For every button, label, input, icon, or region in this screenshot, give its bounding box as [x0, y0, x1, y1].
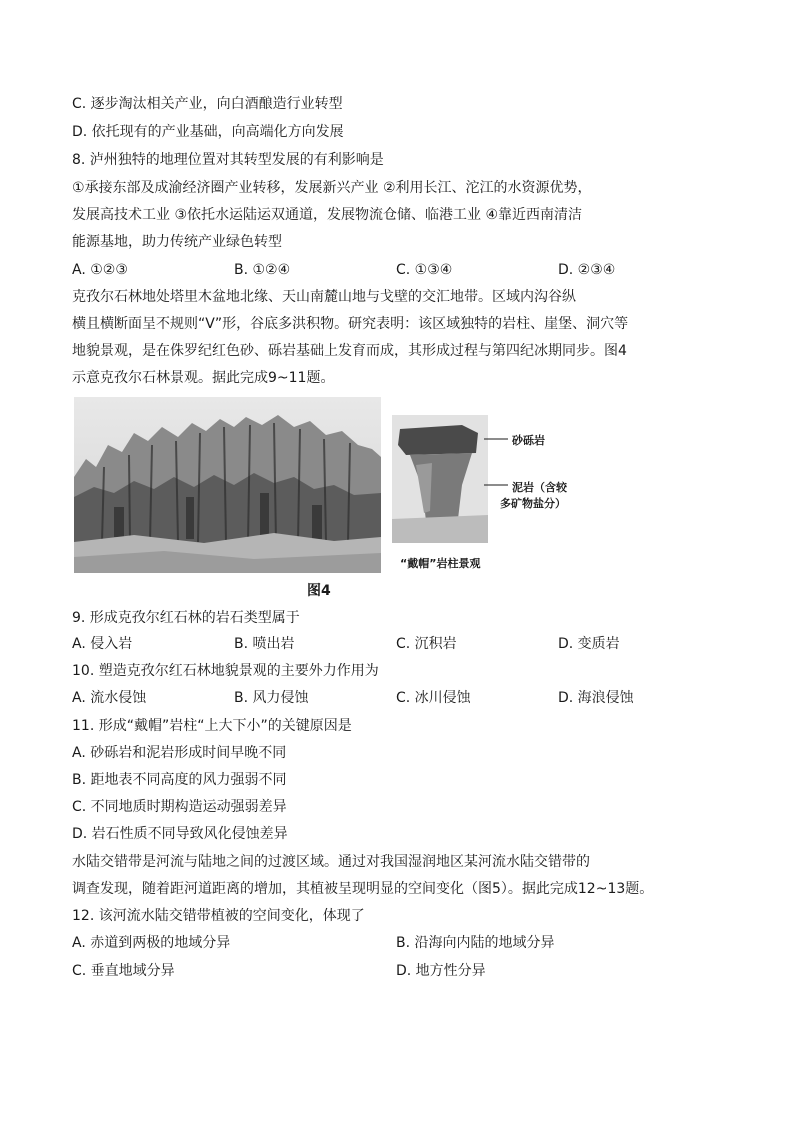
passage1-line-2: 横且横断面呈不规则“V”形，谷底多洪积物。研究表明：该区域独特的岩柱、崖堡、洞穴等 — [72, 316, 629, 332]
q7-option-c: C. 逐步淘汰相关产业，向白酒酿造行业转型 — [72, 96, 343, 112]
q10-stem: 10. 塑造克孜尔红石林地貌景观的主要外力作用为 — [72, 663, 379, 679]
label-conglomerate: 砂砾岩 — [512, 434, 545, 447]
label-capped-pillar: “戴帽”岩柱景观 — [400, 557, 481, 570]
q8-statements-line-2: 发展高技术工业 ③依托水运陆运双通道，发展物流仓储、临港工业 ④靠近西南清洁 — [72, 207, 582, 223]
q12-option-d: D. 地方性分异 — [396, 963, 486, 979]
q8-statements-line-3: 能源基地，助力传统产业绿色转型 — [72, 234, 282, 250]
q9-option-d: D. 变质岩 — [558, 636, 620, 652]
passage2-line-2: 调查发现，随着距河道距离的增加，其植被呈现明显的空间变化（图5）。据此完成12~13题。 — [72, 881, 654, 897]
q10-option-a: A. 流水侵蚀 — [72, 690, 147, 706]
q10-option-d: D. 海浪侵蚀 — [558, 690, 634, 706]
passage1-line-4: 示意克孜尔石林景观。据此完成9~11题。 — [72, 370, 335, 386]
q8-option-a: A. ①②③ — [72, 262, 128, 278]
label-mudstone-line-2: 多矿物盐分） — [500, 497, 566, 510]
q9-option-a: A. 侵入岩 — [72, 636, 133, 652]
q8-statements-line-1: ①承接东部及成渝经济圈产业转移，发展新兴产业 ②利用长江、沱江的水资源优势， — [72, 180, 592, 196]
q11-stem: 11. 形成“戴帽”岩柱“上大下小”的关键原因是 — [72, 718, 352, 734]
q9-stem: 9. 形成克孜尔红石林的岩石类型属于 — [72, 610, 300, 626]
figure-4 — [74, 397, 570, 575]
q10-option-c: C. 冰川侵蚀 — [396, 690, 471, 706]
q11-option-b: B. 距地表不同高度的风力强弱不同 — [72, 772, 287, 788]
q8-option-d: D. ②③④ — [558, 262, 616, 278]
q12-stem: 12. 该河流水陆交错带植被的空间变化，体现了 — [72, 908, 365, 924]
q9-option-c: C. 沉积岩 — [396, 636, 457, 652]
q10-option-b: B. 风力侵蚀 — [234, 690, 309, 706]
passage1-line-1: 克孜尔石林地处塔里木盆地北缘、天山南麓山地与戈壁的交汇地带。区域内沟谷纵 — [72, 289, 576, 305]
passage2-line-1: 水陆交错带是河流与陆地之间的过渡区域。通过对我国湿润地区某河流水陆交错带的 — [72, 854, 590, 870]
q8-option-b: B. ①②④ — [234, 262, 291, 278]
q11-option-d: D. 岩石性质不同导致风化侵蚀差异 — [72, 826, 288, 842]
q7-option-d: D. 依托现有的产业基础，向高端化方向发展 — [72, 124, 344, 140]
label-mudstone-line-1: 泥岩（含较 — [512, 481, 567, 494]
q9-option-b: B. 喷出岩 — [234, 636, 295, 652]
q8-option-c: C. ①③④ — [396, 262, 453, 278]
q12-option-c: C. 垂直地域分异 — [72, 963, 175, 979]
q12-option-b: B. 沿海向内陆的地域分异 — [396, 935, 555, 951]
q11-option-c: C. 不同地质时期构造运动强弱差异 — [72, 799, 287, 815]
capped-rock-pillar-photo — [392, 415, 488, 543]
q12-option-a: A. 赤道到两极的地域分异 — [72, 935, 231, 951]
q11-option-a: A. 砂砾岩和泥岩形成时间早晚不同 — [72, 745, 287, 761]
red-stone-forest-photo — [74, 397, 381, 573]
passage1-line-3: 地貌景观，是在侏罗纪红色砂、砾岩基础上发育而成，其形成过程与第四纪冰期同步。图4 — [72, 343, 627, 359]
figure-4-caption: 图4 — [307, 583, 331, 599]
q8-stem: 8. 泸州独特的地理位置对其转型发展的有利影响是 — [72, 152, 384, 168]
